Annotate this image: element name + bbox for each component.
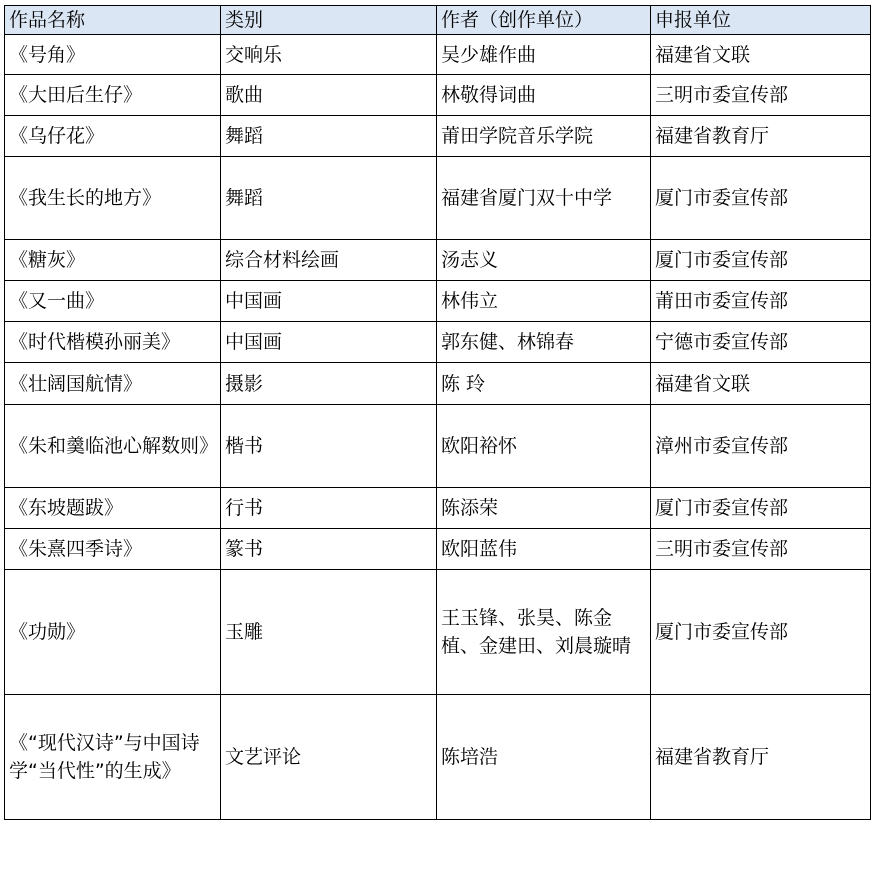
cell-work-name: 《乌仔花》 xyxy=(5,116,221,157)
cell-author: 福建省厦门双十中学 xyxy=(437,157,651,240)
cell-author: 莆田学院音乐学院 xyxy=(437,116,651,157)
table-row xyxy=(5,363,871,405)
table-row xyxy=(5,322,871,363)
cell-category: 歌曲 xyxy=(221,75,437,116)
cell-work-name: 《糖灰》 xyxy=(5,240,221,281)
cell-work-name: 《“现代汉诗”与中国诗学“当代性”的生成》 xyxy=(5,695,221,820)
cell-applicant: 厦门市委宣传部 xyxy=(651,157,871,240)
cell-category: 舞蹈 xyxy=(221,116,437,157)
table-row xyxy=(5,570,871,695)
cell-category: 行书 xyxy=(221,488,437,529)
cell-work-name: 《东坡题跋》 xyxy=(5,488,221,529)
cell-author: 陈培浩 xyxy=(437,695,651,820)
cell-work-name: 《朱熹四季诗》 xyxy=(5,529,221,570)
cell-applicant: 宁德市委宣传部 xyxy=(651,322,871,363)
cell-applicant: 厦门市委宣传部 xyxy=(651,570,871,695)
cell-author: 欧阳裕怀 xyxy=(437,405,651,488)
header-author: 作者（创作单位） xyxy=(437,6,651,35)
cell-category: 摄影 xyxy=(221,363,437,405)
cell-work-name: 《又一曲》 xyxy=(5,281,221,322)
cell-category: 篆书 xyxy=(221,529,437,570)
cell-category: 文艺评论 xyxy=(221,695,437,820)
works-table-container xyxy=(4,5,871,820)
cell-applicant: 福建省文联 xyxy=(651,363,871,405)
cell-author: 陈添荣 xyxy=(437,488,651,529)
cell-work-name: 《时代楷模孙丽美》 xyxy=(5,322,221,363)
cell-author: 王玉锋、张昊、陈金植、金建田、刘晨璇晴 xyxy=(437,570,651,695)
cell-author: 陈 玲 xyxy=(437,363,651,405)
table-row xyxy=(5,405,871,488)
cell-category: 综合材料绘画 xyxy=(221,240,437,281)
table-row xyxy=(5,695,871,820)
table-row xyxy=(5,281,871,322)
cell-category: 交响乐 xyxy=(221,35,437,75)
cell-work-name: 《大田后生仔》 xyxy=(5,75,221,116)
cell-applicant: 厦门市委宣传部 xyxy=(651,240,871,281)
cell-author: 郭东健、林锦春 xyxy=(437,322,651,363)
cell-category: 舞蹈 xyxy=(221,157,437,240)
cell-work-name: 《功勋》 xyxy=(5,570,221,695)
cell-applicant: 漳州市委宣传部 xyxy=(651,405,871,488)
cell-work-name: 《朱和羹临池心解数则》 xyxy=(5,405,221,488)
header-applicant: 申报单位 xyxy=(651,6,871,35)
cell-category: 玉雕 xyxy=(221,570,437,695)
works-table xyxy=(4,5,871,820)
table-row xyxy=(5,157,871,240)
cell-category: 中国画 xyxy=(221,322,437,363)
cell-work-name: 《我生长的地方》 xyxy=(5,157,221,240)
cell-author: 汤志义 xyxy=(437,240,651,281)
table-row xyxy=(5,240,871,281)
cell-applicant: 福建省文联 xyxy=(651,35,871,75)
cell-author: 欧阳蓝伟 xyxy=(437,529,651,570)
table-row xyxy=(5,529,871,570)
cell-work-name: 《号角》 xyxy=(5,35,221,75)
cell-applicant: 厦门市委宣传部 xyxy=(651,488,871,529)
table-row xyxy=(5,35,871,75)
cell-author: 林伟立 xyxy=(437,281,651,322)
cell-work-name: 《壮阔国航情》 xyxy=(5,363,221,405)
cell-author: 吴少雄作曲 xyxy=(437,35,651,75)
cell-category: 中国画 xyxy=(221,281,437,322)
header-category: 类别 xyxy=(221,6,437,35)
cell-applicant: 三明市委宣传部 xyxy=(651,75,871,116)
table-row xyxy=(5,116,871,157)
cell-applicant: 福建省教育厅 xyxy=(651,116,871,157)
cell-applicant: 福建省教育厅 xyxy=(651,695,871,820)
cell-category: 楷书 xyxy=(221,405,437,488)
cell-applicant: 三明市委宣传部 xyxy=(651,529,871,570)
cell-author: 林敬得词曲 xyxy=(437,75,651,116)
table-row xyxy=(5,488,871,529)
table-header-row xyxy=(5,6,871,35)
cell-applicant: 莆田市委宣传部 xyxy=(651,281,871,322)
header-work-name: 作品名称 xyxy=(5,6,221,35)
table-row xyxy=(5,75,871,116)
